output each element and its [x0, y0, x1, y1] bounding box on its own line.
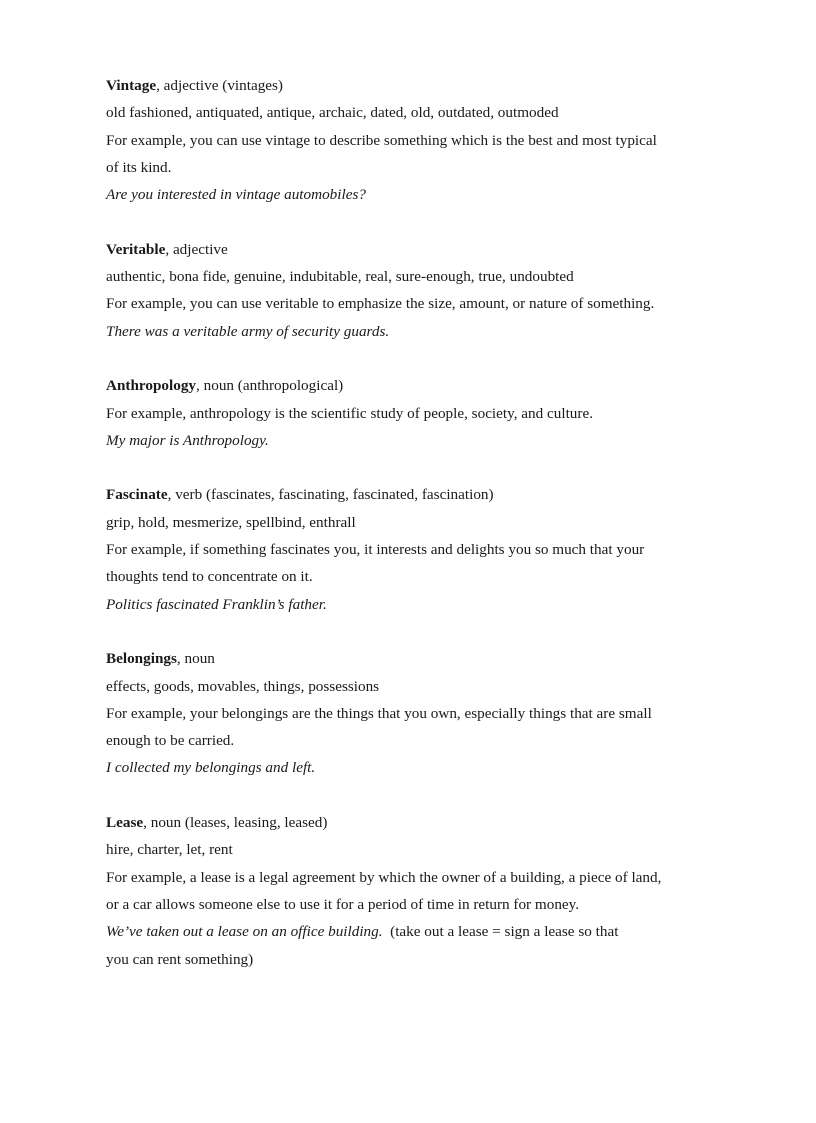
- headword: Anthropology: [106, 377, 197, 395]
- synonyms: grip, hold, mesmerize, spellbind, enthrall: [106, 513, 356, 531]
- definition-line: For example, you can use veritable to emphasize the size, amount, or nature of something.: [106, 295, 655, 313]
- entry-heading: [106, 236, 720, 263]
- definition-line: For example, anthropology is the scientific study of people, society, and culture.: [106, 404, 594, 422]
- example-with-note: [106, 918, 720, 945]
- entry-heading: [106, 645, 720, 672]
- definition-line: thoughts tend to concentrate on it.: [106, 568, 313, 586]
- headword: Vintage: [106, 77, 157, 94]
- example-sentence: We’ve taken out a lease on an office building.: [106, 923, 383, 941]
- part-of-speech: , adjective: [165, 240, 228, 258]
- definition-line: For example, your belongings are the things that you own, especially things that are small: [106, 704, 652, 722]
- part-of-speech: , verb (fascinates, fascinating, fascinated, fascination): [167, 486, 494, 504]
- definition-line: or a car allows someone else to use it for a period of time in return for money.: [106, 895, 580, 913]
- entry-vintage: [106, 72, 720, 208]
- entry-heading: [106, 372, 720, 399]
- usage-note: (take out a lease = sign a lease so that: [382, 923, 619, 941]
- synonyms: authentic, bona fide, genuine, indubitable, real, sure-enough, true, undoubted: [106, 268, 574, 286]
- example-sentence: Are you interested in vintage automobiles?: [106, 186, 366, 204]
- part-of-speech: , noun: [176, 650, 215, 668]
- entry-fascinate: [106, 481, 720, 617]
- example-sentence: I collected my belongings and left.: [106, 759, 316, 777]
- entry-belongings: [106, 645, 720, 781]
- entry-veritable: [106, 236, 720, 345]
- usage-note-continued: you can rent something): [106, 950, 254, 968]
- headword: Belongings: [106, 650, 177, 668]
- part-of-speech: , noun (leases, leasing, leased): [143, 814, 328, 832]
- definition-line: For example, a lease is a legal agreement by which the owner of a building, a piece of land,: [106, 868, 662, 886]
- entry-heading: [106, 72, 720, 99]
- entry-heading: [106, 481, 720, 508]
- definition-line: of its kind.: [106, 158, 172, 176]
- synonyms: effects, goods, movables, things, possessions: [106, 677, 380, 695]
- entry-lease: [106, 809, 720, 973]
- entry-heading: [106, 809, 720, 836]
- example-sentence: Politics fascinated Franklin’s father.: [106, 595, 327, 613]
- example-sentence: My major is Anthropology.: [106, 431, 269, 449]
- headword: Veritable: [106, 240, 166, 258]
- headword: Fascinate: [106, 486, 168, 504]
- definition-line: enough to be carried.: [106, 732, 235, 750]
- entry-anthropology: [106, 372, 720, 454]
- headword: Lease: [106, 814, 144, 832]
- example-sentence: There was a veritable army of security guards.: [106, 322, 390, 340]
- definition-line: For example, you can use vintage to describe something which is the best and most typical: [106, 131, 657, 149]
- part-of-speech: , adjective (vintages): [156, 77, 283, 94]
- part-of-speech: , noun (anthropological): [196, 377, 344, 395]
- synonyms: old fashioned, antiquated, antique, archaic, dated, old, outdated, outmoded: [106, 104, 559, 122]
- definition-line: For example, if something fascinates you, it interests and delights you so much that your: [106, 541, 645, 559]
- synonyms: hire, charter, let, rent: [106, 841, 233, 859]
